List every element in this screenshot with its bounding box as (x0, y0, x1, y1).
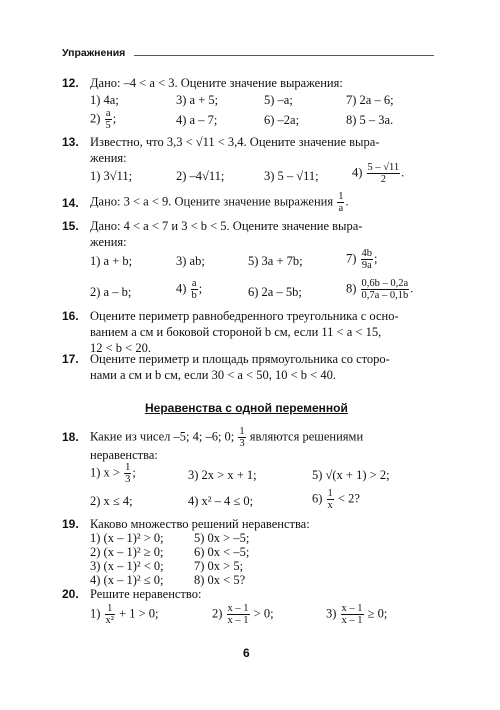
section-title: Неравенства с одной переменной (145, 401, 348, 415)
option: 8) 5 – 3a. (346, 113, 394, 127)
option: 8) $\frac{0,6b - 0,2a}{0,7a - 0,1b}$ . (346, 278, 414, 301)
option: 4) (x – 1)² ≤ 0; (90, 573, 164, 587)
option: 2) $\frac{x - 1}{x - 1}$ > 0; (212, 603, 274, 626)
option: 7) 0x > 5; (194, 559, 244, 573)
exercise-number: 16. (62, 309, 79, 323)
option: 2) a – b; (90, 285, 132, 299)
option: 6) –2a; (264, 113, 300, 127)
header-label: Упражнения (62, 47, 126, 59)
option: 6) 2a – 5b; (248, 285, 302, 299)
exercise-15 (62, 218, 442, 302)
page-header (62, 47, 434, 63)
option: 2) $\frac{a}{5}$ ; (90, 108, 117, 131)
option: 3) 5 – √11; (264, 169, 319, 183)
exercise-text: нами a см и b см, если 30 < a < 50, 10 < b < 40. (90, 368, 336, 382)
exercise-text: Каково множество решений неравенства: (90, 517, 310, 531)
option: 1) $\frac{1}{\text{x²}}$ + 1 > 0; (90, 603, 159, 626)
exercise-text: неравенства: (90, 448, 158, 462)
option: 1) (x – 1)² > 0; (90, 531, 164, 545)
option: 2) –4√11; (176, 169, 225, 183)
option: 5) 0x > –5; (194, 531, 250, 545)
header-rule (134, 55, 434, 56)
exercise-text: жения: (90, 151, 127, 165)
option: 6) $\frac{1}{x}$ < 2? (312, 488, 360, 511)
option: 1) 3√11; (90, 169, 133, 183)
option: 5) –a; (264, 93, 293, 107)
option: 3) a + 5; (176, 93, 219, 107)
option: 1) 4a; (90, 93, 119, 107)
exercise-12 (62, 75, 442, 131)
exercise-18 (62, 426, 442, 514)
exercise-number: 12. (62, 76, 79, 90)
exercise-text: жения: (90, 235, 127, 249)
exercise-text: ванием a см и боковой стороной b см, если 11 < a < 15, (90, 325, 382, 339)
option: 4) $\frac{5 - √11}{2}$ . (352, 162, 405, 185)
option: 7) 2a – 6; (346, 93, 394, 107)
option: 2) x ≤ 4; (90, 494, 133, 508)
exercise-text: Известно, что 3,3 < √11 < 3,4. Оцените значение выра- (90, 135, 380, 149)
exercise-text: Решите неравенство: (90, 587, 202, 601)
exercise-number: 18. (62, 430, 79, 444)
exercise-text: 12 < b < 20. (90, 341, 151, 355)
exercise-number: 13. (62, 135, 79, 149)
exercise-number: 17. (62, 352, 79, 366)
exercise-text: Дано: 4 < a < 7 и 3 < b < 5. Оцените значение выра- (90, 219, 363, 233)
option: 1) x > $\frac{1}{3}$ ; (90, 462, 136, 485)
exercise-13 (62, 134, 442, 188)
option: 1) a + b; (90, 254, 133, 268)
exercise-20 (62, 586, 442, 632)
exercise-number: 19. (62, 517, 79, 531)
option: 5) √(x + 1) > 2; (312, 468, 390, 482)
exercise-number: 20. (62, 587, 79, 601)
exercise-14 (62, 191, 442, 215)
page-number: 6 (243, 646, 250, 660)
option: 3) $\frac{x - 1}{x - 1}$ ≥ 0; (326, 603, 388, 626)
option: 3) (x – 1)² < 0; (90, 559, 164, 573)
option: 8) 0x < 5? (194, 573, 246, 587)
exercise-number: 14. (62, 196, 79, 210)
option: 2) (x – 1)² ≥ 0; (90, 545, 164, 559)
exercise-number: 15. (62, 219, 79, 233)
exercise-19 (62, 516, 442, 586)
option: 4) a – 7; (176, 113, 218, 127)
option: 3) ab; (176, 254, 205, 268)
option: 3) 2x > x + 1; (188, 468, 257, 482)
exercise-text: Дано: 3 < a < 9. Оцените значение выражения $\frac{1}{a}$ . (90, 191, 349, 214)
option: 6) 0x < –5; (194, 545, 250, 559)
option: 5) 3a + 7b; (248, 254, 303, 268)
exercise-text: Оцените периметр и площадь прямоугольника со сторо- (90, 352, 390, 366)
option: 4) x² – 4 ≤ 0; (188, 494, 254, 508)
option: 7) $\frac{4b}{9a}$ ; (346, 248, 378, 271)
exercise-text: Оцените периметр равнобедренного треугольника с осно- (90, 309, 399, 323)
exercise-17 (62, 351, 442, 387)
exercise-text: Какие из чисел –5; 4; –6; 0; $\frac{1}{3}$ являются решениями (90, 426, 364, 449)
option: 4) $\frac{a}{b}$ ; (176, 278, 203, 301)
exercise-text: Дано: –4 < a < 3. Оцените значение выражения: (90, 76, 343, 90)
